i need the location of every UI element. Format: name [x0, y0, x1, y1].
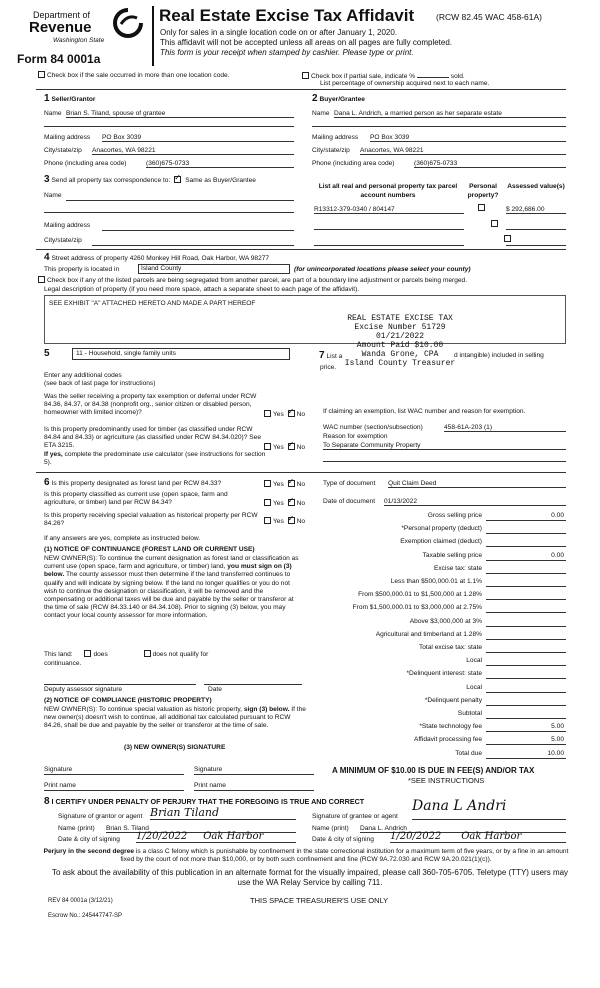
owner-print-field-2[interactable] [194, 790, 314, 791]
calc-row-value[interactable] [486, 657, 566, 666]
calc-row-label: *Delinquent interest: state [406, 670, 482, 678]
grantor-signature[interactable]: Brian Tiland [150, 806, 296, 820]
historic-no-checkbox[interactable] [288, 517, 295, 524]
seller-phone-label: Phone (including area code) [44, 160, 127, 167]
perjury-note: Perjury in the second degree is a class C felony which is punishable by confinement in the state correctional institution for a maximum term of five years, or by a fine in an amount fixed by the court of not more than $10,000, or by both such confinement and fine (RCW 9A.72.030 and RCW 9A.20.021(1)(c)). [43, 848, 569, 864]
calc-row-label: Above $3,000,000 at 3% [409, 617, 482, 625]
personal-checkbox-3[interactable] [504, 235, 511, 242]
reason-field[interactable]: To Separate Community Property [323, 442, 566, 450]
buyer-phone-field[interactable]: (360)675-0733 [414, 160, 566, 168]
multi-location-label: Check box if the sale occurred in more than one location code. [47, 72, 230, 79]
revenue-text: Revenue [29, 19, 92, 36]
seller-city-label: City/state/zip [44, 147, 82, 154]
escrow-number: Escrow No.: 245447747-SP [48, 913, 123, 919]
sec3-name-field[interactable] [66, 200, 294, 201]
legal-description-box[interactable] [44, 295, 566, 344]
seller-name-field[interactable]: Brian S. Tiland, spouse of grantee [66, 110, 294, 118]
buyer-mail-label: Mailing address [312, 134, 359, 141]
continuance-body: NEW OWNER(S): To continue the current designation as forest land or classification as current use (open space, farm and agriculture, or timber) land, you must sign on (3) below. The county assessor must then determine if the land transferred continues to qualify and will indicate by signing below. If the land no longer qualifies or you do not wish to continue the designation or classification, it will be removed and the compensating or additional taxes will be due and payable by the seller or transferor at the time of sale (RCW 84.33.140 or 84.34.108). Prior to signing (3) below, you may contact your local county assessor for more information. [44, 555, 299, 620]
historic-yesno: Yes ✓ No [262, 517, 305, 525]
reason-label: Reason for exemption [323, 433, 388, 440]
owner-signature-field-2[interactable] [194, 774, 314, 775]
deputy-date-label: Date [208, 686, 222, 693]
timber-question: Is this property predominantly used for timber (as classified under RCW 84.84 and 84.33) or agriculture (as classified under RCW 84.34.020)? See ETA 3215. [44, 426, 261, 450]
dept-of-text: Department of [33, 10, 91, 20]
grantor-name-label: Name (print) [58, 825, 95, 832]
forest-yesno: Yes ✓ No [262, 480, 305, 488]
continuance-word: continuance. [44, 660, 82, 667]
owner-signature-label-2: Signature [194, 766, 223, 773]
historic-yes-checkbox[interactable] [264, 517, 271, 524]
sec7-row: 7 List a [319, 350, 343, 361]
grantor-date-city-field[interactable]: 1/20/2022 Oak Harbor [136, 831, 296, 843]
seller-phone-field[interactable]: (360)675-0733 [146, 160, 294, 168]
current-use-no-checkbox[interactable] [288, 499, 295, 506]
grantee-name-label: Name (print) [312, 825, 349, 832]
calc-row-value[interactable] [486, 618, 566, 627]
calc-row-value[interactable] [486, 684, 566, 693]
forest-no-checkbox[interactable] [288, 480, 295, 487]
sec3-mail-field[interactable] [102, 230, 294, 231]
deputy-signature-field[interactable] [44, 684, 196, 685]
buyer-heading: 2 Buyer/Grantee [312, 93, 365, 104]
calc-row-value[interactable] [486, 538, 566, 547]
street-address-field[interactable]: 4260 Monkey Hill Road, Oak Harbor, WA 98277 [129, 255, 270, 262]
partial-sale-label: Check box if partial sale, indicate % [311, 73, 416, 80]
owner-signature-label-1: Signature [44, 766, 73, 773]
assessed-value-1[interactable]: $ 292,686.00 [506, 206, 566, 214]
addl-codes-label: Enter any additional codes [44, 372, 122, 379]
calc-row-value[interactable]: 0.00 [486, 552, 566, 561]
forest-question-row: 6 Is this property designated as forest land per RCW 84.33? [44, 477, 222, 488]
sec3-city-field[interactable] [92, 245, 294, 246]
assessed-col-header: Assessed value(s) [507, 183, 565, 190]
state-text: Washington State [53, 37, 105, 44]
calc-row-value[interactable] [486, 525, 566, 534]
segregated-row [44, 276, 467, 284]
see-instructions: *SEE INSTRUCTIONS [408, 776, 485, 785]
calc-row-label: Subtotal [457, 710, 482, 717]
treasurer-stamp: REAL ESTATE EXCISE TAX Excise Number 51729 01/21/2022 Amount Paid $10.00 Wanda Grone, CPA Island County Treasurer [344, 314, 456, 368]
partial-sale-checkbox[interactable] [302, 72, 309, 79]
seller-city-field[interactable]: Anacortes, WA 98221 [92, 147, 294, 155]
timber-no-checkbox[interactable] [288, 443, 295, 450]
partial-note: List percentage of ownership acquired next to each name. [320, 80, 490, 87]
calc-row-value[interactable] [486, 710, 566, 719]
exemption-yesno: Yes ✓ No [262, 410, 305, 418]
assessed-value-3[interactable] [506, 245, 566, 246]
minimum-due-note: A MINIMUM OF $10.00 IS DUE IN FEE(S) AND/OR TAX [332, 766, 535, 775]
personal-checkbox-1[interactable] [478, 204, 485, 211]
header-note-1: Only for sales in a single location code on or after January 1, 2020. [160, 28, 398, 37]
parcel-number-3[interactable] [314, 245, 464, 246]
exemption-question: Was the seller receiving a property tax exemption or deferral under RCW 84.36, 84.37, or 84.38 (nonprofit org., senior citizen or disabled person, homeowner with limited income)? [44, 393, 257, 417]
seller-name-label: Name [44, 110, 62, 117]
owner-print-field-1[interactable] [44, 790, 184, 791]
current-use-question: Is this property classified as current use (open space, farm and agriculture, or timber) land per RCW 84.34? [44, 491, 228, 507]
calc-row-value[interactable]: 0.00 [486, 512, 566, 521]
forest-yes-checkbox[interactable] [264, 480, 271, 487]
compliance-title: (2) NOTICE OF COMPLIANCE (HISTORIC PROPERTY) [44, 697, 212, 704]
current-use-yesno: Yes ✓ No [262, 499, 305, 507]
calc-row-value[interactable] [486, 591, 566, 600]
dept-logo [25, 8, 147, 50]
rev-number: REV 84 0001a (3/12/21) [48, 898, 113, 904]
calc-row-value[interactable] [486, 697, 566, 706]
new-owner-title: (3) NEW OWNER(S) SIGNATURE [124, 744, 226, 751]
certify-row: 8 I CERTIFY UNDER PENALTY OF PERJURY THAT THE FOREGOING IS TRUE AND CORRECT [44, 796, 365, 807]
seller-mail-label: Mailing address [44, 134, 91, 141]
buyer-phone-label: Phone (including area code) [312, 160, 395, 167]
calc-row-value[interactable] [486, 604, 566, 613]
multi-location-row [36, 71, 230, 79]
calc-row-value[interactable] [486, 670, 566, 679]
partial-sold-label: sold. [450, 73, 465, 80]
calc-row-value[interactable] [486, 631, 566, 640]
availability-note: To ask about the availability of this publication in an alternate format for the visually impaired, please call 360-705-6705. Teletype (TTY) users may use the WA Relay Service by calling 711. [51, 868, 569, 887]
grantee-date-city-field[interactable]: 1/20/2022 Oak Harbor [390, 831, 566, 843]
calc-row-label: *State technology fee [419, 723, 482, 731]
form-rcw: (RCW 82.45 WAC 458-61A) [436, 12, 542, 22]
timber-yes-checkbox[interactable] [264, 443, 271, 450]
legal-label: Legal description of property (if you need more space, attach a separate sheet to each page of the affidavit). [44, 286, 360, 293]
land-qualify-row: This land: does does not qualify for [44, 651, 209, 658]
calc-row-label: *Personal property (deduct) [401, 525, 482, 533]
doc-type-field[interactable]: Quit Claim Deed [388, 480, 566, 488]
deputy-label: Deputy assessor signature [44, 686, 123, 693]
calc-row-label: Exemption claimed (deduct) [400, 538, 482, 546]
timber-yesno: Yes ✓ No [262, 443, 305, 451]
grantor-date-city-label: Date & city of signing [58, 836, 120, 843]
current-use-yes-checkbox[interactable] [264, 499, 271, 506]
calc-row-label: *Delinquent penalty [424, 696, 482, 704]
continuance-title: (1) NOTICE OF CONTINUANCE (FOREST LAND OR CURRENT USE) [44, 546, 255, 553]
wac-field[interactable]: 458-61A-203 (1) [444, 424, 566, 432]
grantee-sig-label: Signature of grantee or agent [312, 813, 398, 820]
form-title: Real Estate Excise Tax Affidavit [159, 6, 415, 25]
partial-sale-row [300, 71, 465, 80]
sec7-text-b: d intangible) included in selling [454, 352, 544, 359]
calc-row-label: Excise tax: state [433, 564, 482, 572]
any-yes-note: If any answers are yes, complete as instructed below. [44, 535, 201, 542]
calc-row-label: Gross selling price [427, 512, 482, 519]
does-not-qualify-checkbox[interactable] [144, 650, 151, 657]
predominate-note: If yes, complete the predominate use calculator (see instructions for section 5). [44, 451, 266, 467]
doc-date-field[interactable]: 01/13/2022 [384, 498, 566, 506]
doc-type-label: Type of document [323, 480, 376, 487]
buyer-name-field[interactable]: Dana L. Andrich, a married person as her separate estate [334, 110, 566, 118]
tax-correspondence-row: 3 Send all property tax correspondence to: ✓ Same as Buyer/Grantee [44, 174, 256, 185]
buyer-city-field[interactable]: Anacortes, WA 98221 [360, 147, 566, 155]
street-address-row: 4 Street address of property 4260 Monkey Hill Road, Oak Harbor, WA 98277 [44, 252, 270, 263]
seller-heading: 1 Seller/Grantor [44, 93, 96, 104]
calc-row-value[interactable]: 5.00 [486, 736, 566, 745]
form-number: Form 84 0001a [17, 52, 101, 66]
owner-print-label-1: Print name [44, 782, 76, 789]
calc-row-label: Local [466, 683, 482, 691]
claim-label: If claiming an exemption, list WAC number and reason for exemption. [323, 408, 526, 415]
land-use-code-select[interactable]: 11 - Household, single family units [72, 348, 290, 360]
calc-row-label: Agricultural and timberland at 1.28% [375, 630, 482, 638]
addl-codes-note: (see back of last page for instructions) [44, 380, 156, 387]
treasurer-use-label: THIS SPACE TREASURER'S USE ONLY [250, 896, 389, 905]
deputy-date-field[interactable] [204, 684, 302, 685]
sec5-number: 5 [44, 348, 50, 359]
calc-row-label: From $1,500,000.01 to $3,000,000 at 2.75% [352, 604, 482, 612]
calc-row-value[interactable] [486, 565, 566, 574]
calc-row-value[interactable] [486, 644, 566, 653]
calc-row-value[interactable]: 5.00 [486, 723, 566, 732]
calc-row-label: Total due [455, 749, 482, 757]
revenue-swirl-icon [111, 8, 145, 38]
seller-mail-field[interactable]: PO Box 3039 [102, 134, 294, 142]
calc-row-label: Affidavit processing fee [413, 736, 482, 744]
doc-date-label: Date of document [323, 498, 376, 505]
calc-row-label: Less than $500,000.01 at 1.1% [390, 578, 482, 585]
grantor-sig-label: Signature of grantor or agent [58, 813, 143, 820]
grantee-name-field[interactable]: Dana L. Andrich [360, 825, 566, 833]
calc-row-label: Total excise tax: state [418, 644, 482, 651]
header-note-3: This form is your receipt when stamped by cashier. Please type or print. [160, 48, 414, 57]
does-qualify-checkbox[interactable] [84, 650, 91, 657]
partial-percent-field[interactable] [417, 71, 449, 78]
multi-location-checkbox[interactable] [38, 71, 45, 78]
calc-row-label: Taxable selling price [422, 551, 482, 559]
parcel-col-header: List all real and personal property tax parcel account numbers [318, 183, 458, 199]
historic-question: Is this property receiving special valuation as historical property per RCW 84.26? [44, 512, 258, 528]
sec3-name-label: Name [44, 192, 62, 199]
same-as-buyer-checkbox[interactable] [174, 176, 181, 183]
calc-row-value[interactable]: 10.00 [486, 750, 566, 759]
grantee-signature[interactable]: Dana L Andri [412, 798, 566, 820]
exemption-no-checkbox[interactable] [288, 410, 295, 417]
segregated-checkbox[interactable] [38, 276, 45, 283]
located-label: This property is located in [44, 266, 120, 273]
sec7-price: price. [320, 364, 337, 371]
assessed-value-2[interactable] [506, 229, 566, 230]
buyer-mail-field[interactable]: PO Box 3039 [370, 134, 566, 142]
parcel-number-1[interactable]: R13312-379-0340 / 804147 [314, 206, 464, 214]
same-as-buyer-label: Same as Buyer/Grantee [185, 177, 256, 184]
owner-print-label-2: Print name [194, 782, 226, 789]
personal-col-header: Personal property? [467, 183, 499, 199]
uninc-note: (for unincorporated locations please select your county) [294, 266, 471, 273]
sec3-city-label: City/state/zip [44, 237, 82, 244]
parcel-number-2[interactable] [314, 229, 464, 230]
grantee-date-city-label: Date & city of signing [312, 836, 374, 843]
calc-row-label: Local [466, 657, 482, 665]
compliance-body: NEW OWNER(S): To continue special valuation as historic property, sign (3) below. If the new owner(s) doesn't wish to continue, all additional tax calculated pursuant to RCW 84.26, shall be due and payable by the seller or transferor at the time of sale. [44, 706, 306, 730]
segregated-label: Check box if any of the listed parcels are being segregated from another parcel, are part of a boundary line adjustment or parcels being merged. [47, 277, 468, 284]
wac-label: WAC number (section/subsection) [323, 424, 423, 431]
county-select[interactable]: Island County [138, 264, 290, 274]
buyer-city-label: City/state/zip [312, 147, 350, 154]
header-note-2: This affidavit will not be accepted unless all areas on all pages are fully completed. [160, 38, 453, 47]
exhibit-text: SEE EXHIBIT "A" ATTACHED HERETO AND MADE A PART HEREOF [49, 300, 256, 307]
calc-row-value[interactable] [486, 578, 566, 587]
grantor-name-field[interactable]: Brian S. Tiland [106, 825, 296, 833]
personal-checkbox-2[interactable] [491, 220, 498, 227]
buyer-name-label: Name [312, 110, 330, 117]
sec3-mail-label: Mailing address [44, 222, 91, 229]
owner-signature-field-1[interactable] [44, 774, 184, 775]
calc-row-label: From $500,000.01 to $1,500,000 at 1.28% [358, 591, 482, 599]
exemption-yes-checkbox[interactable] [264, 410, 271, 417]
